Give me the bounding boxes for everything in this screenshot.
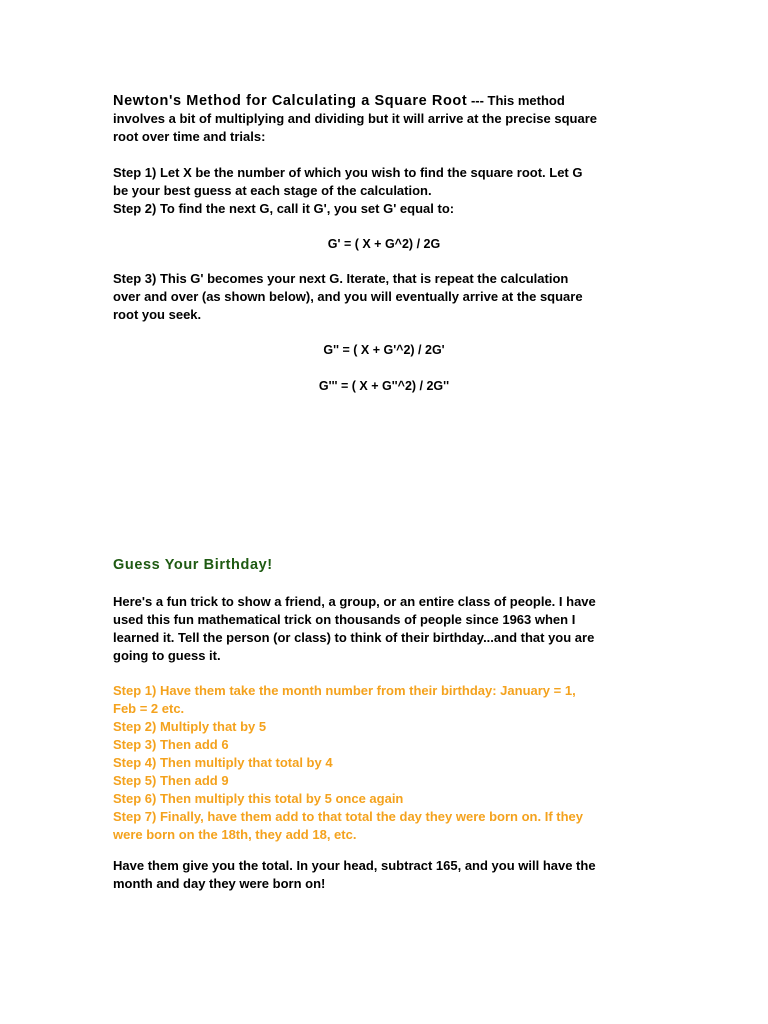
newton-formula-1: G' = ( X + G^2) / 2G [327, 237, 441, 251]
newton-intro-line: root over time and trials: [113, 129, 266, 144]
newton-step-line: root you seek. [113, 307, 202, 322]
birthday-step-line: Feb = 2 etc. [113, 701, 185, 716]
birthday-intro-line: used this fun mathematical trick on thousands of people since 1963 when I [113, 612, 576, 627]
newton-step-line: Step 1) Let X be the number of which you wish to find the square root. Let G [113, 165, 583, 180]
birthday-step-line: Step 4) Then multiply that total by 4 [113, 755, 333, 770]
birthday-conclusion-line: month and day they were born on! [113, 876, 326, 891]
newton-steps-1-2 [113, 164, 658, 218]
birthday-step-line: Step 3) Then add 6 [113, 737, 229, 752]
birthday-step-line: were born on the 18th, they add 18, etc. [113, 827, 357, 842]
birthday-step-line: Step 1) Have them take the month number from their birthday: January = 1, [113, 683, 576, 698]
newton-intro [113, 92, 658, 146]
newton-step-3 [113, 270, 658, 324]
birthday-title: Guess Your Birthday! [113, 557, 273, 573]
birthday-conclusion-line: Have them give you the total. In your head, subtract 165, and you will have the [113, 858, 596, 873]
birthday-step-line: Step 2) Multiply that by 5 [113, 719, 267, 734]
newton-step-line: Step 3) This G' becomes your next G. Iterate, that is repeat the calculation [113, 271, 569, 286]
newton-formula-3: G''' = ( X + G''^2) / 2G'' [318, 379, 450, 393]
birthday-step-line: Step 6) Then multiply this total by 5 once again [113, 791, 404, 806]
newton-step-line: Step 2) To find the next G, call it G', you set G' equal to: [113, 201, 455, 216]
birthday-conclusion [113, 857, 658, 893]
birthday-intro [113, 593, 658, 665]
birthday-intro-line: learned it. Tell the person (or class) to think of their birthday...and that you are [113, 630, 595, 645]
birthday-step-line: Step 7) Finally, have them add to that total the day they were born on. If they [113, 809, 583, 824]
newton-intro-line: involves a bit of multiplying and dividing but it will arrive at the precise square [113, 111, 597, 126]
newton-step-line: be your best guess at each stage of the calculation. [113, 183, 432, 198]
birthday-intro-line: going to guess it. [113, 648, 221, 663]
birthday-steps [113, 682, 658, 844]
newton-intro-line: --- This method [470, 93, 565, 108]
newton-step-line: over and over (as shown below), and you will eventually arrive at the square [113, 289, 583, 304]
birthday-step-line: Step 5) Then add 9 [113, 773, 229, 788]
newton-formula-2: G'' = ( X + G'^2) / 2G' [323, 343, 445, 357]
newton-title: Newton's Method for Calculating a Square Root [113, 93, 468, 109]
birthday-intro-line: Here's a fun trick to show a friend, a group, or an entire class of people. I have [113, 594, 596, 609]
